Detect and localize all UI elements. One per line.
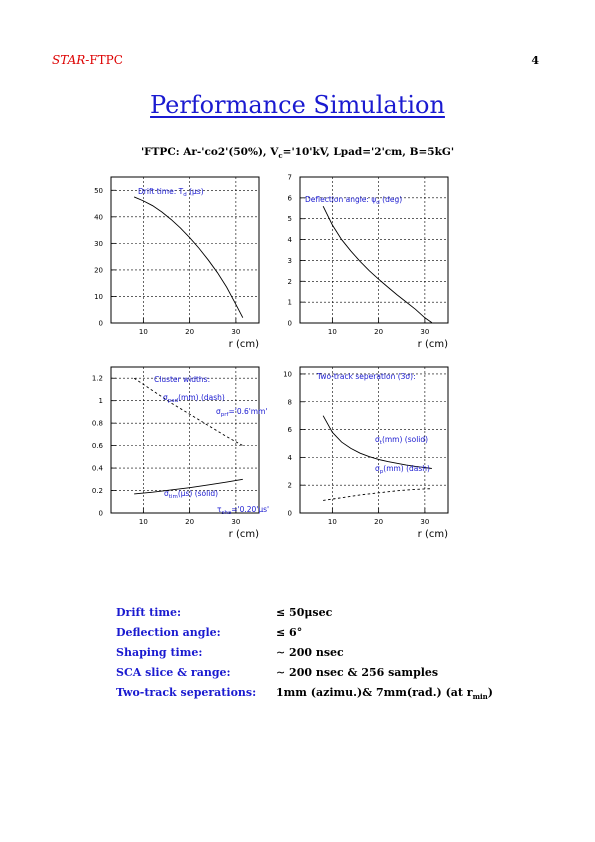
y-tick-label: 0.4 <box>91 464 103 473</box>
annotation-subscript: d <box>376 200 380 206</box>
annotation-text: (μs) <box>186 187 204 196</box>
y-tick-label: 0 <box>98 509 103 518</box>
x-tick-label: 10 <box>138 518 148 526</box>
summary-value: ≤ 6° <box>276 626 303 639</box>
y-tick-label: 1 <box>98 397 103 406</box>
y-tick-label: 6 <box>287 426 292 435</box>
x-tick-label: 10 <box>327 518 337 526</box>
x-tick-label: 20 <box>185 518 195 526</box>
summary-key: SCA slice & range: <box>116 666 231 679</box>
y-tick-label: 0.2 <box>91 487 103 496</box>
chart-annotation <box>138 187 204 198</box>
y-tick-label: 7 <box>287 173 292 182</box>
x-axis-label: r (cm) <box>417 339 448 350</box>
annotation-text: τ <box>217 505 222 514</box>
x-axis-label: r (cm) <box>228 529 259 540</box>
x-tick-label: 10 <box>138 328 148 336</box>
chart-annotation <box>375 464 430 475</box>
annotation-subscript: sha <box>221 510 232 516</box>
annotation-text: ='0.6'mm' <box>228 407 268 416</box>
x-tick-label: 30 <box>231 328 241 336</box>
annotation-text: σ <box>216 407 221 416</box>
y-tick-label: 2 <box>287 481 292 490</box>
y-tick-label: 4 <box>287 236 292 245</box>
chart-annotation <box>375 435 428 446</box>
summary-key: Two-track seperations: <box>116 686 257 699</box>
chart-annotation <box>154 375 210 384</box>
x-tick-label: 30 <box>420 518 430 526</box>
y-tick-label: 1 <box>287 298 292 307</box>
y-tick-label: 10 <box>94 292 103 301</box>
chart-two-track-separation <box>275 360 475 550</box>
chart-annotation <box>316 372 416 381</box>
page-number: 4 <box>531 54 539 67</box>
x-tick-label: 10 <box>327 328 337 336</box>
annotation-text: Cluster widths: <box>154 375 211 384</box>
y-tick-label: 20 <box>94 266 103 275</box>
y-tick-label: 4 <box>287 453 292 462</box>
x-tick-label: 30 <box>231 518 241 526</box>
x-tick-label: 20 <box>374 518 384 526</box>
summary-key: Shaping time: <box>116 646 203 659</box>
series-line-solid <box>134 197 243 318</box>
header-star: STAR <box>52 53 86 67</box>
subtitle-sub: c <box>278 151 283 161</box>
chart-annotation <box>163 393 225 404</box>
summary-key: Deflection angle: <box>116 626 221 639</box>
summary-value-post: ) <box>487 686 493 699</box>
subtitle-pre: 'FTPC: Ar-'co2'(50%), V <box>140 146 279 158</box>
y-tick-label: 50 <box>94 186 103 195</box>
annotation-text: Drift time: T <box>138 187 184 196</box>
annotation-text: (mm) (dash) <box>383 464 430 473</box>
summary-value: ≤ 50μsec <box>276 606 333 619</box>
chart-annotation <box>216 407 267 418</box>
annotation-subscript: d <box>183 192 187 198</box>
annotation-text: (mm) (dash) <box>178 393 225 402</box>
annotation-text: σ <box>163 393 168 402</box>
page-title: Performance Simulation <box>150 91 445 119</box>
y-tick-label: 0 <box>287 319 292 328</box>
subtitle-post: ='10'kV, Lpad='2'cm, B=5kG' <box>282 146 455 158</box>
y-tick-label: 3 <box>287 256 292 265</box>
y-tick-label: 0 <box>98 319 103 328</box>
y-tick-label: 8 <box>287 398 292 407</box>
annotation-subscript: tim <box>168 494 178 500</box>
chart-annotation <box>305 195 402 206</box>
annotation-subscript: t <box>379 440 382 446</box>
summary-value-main: 1mm (azimu.)& 7mm(rad.) (at r <box>276 686 473 699</box>
y-tick-label: 1.2 <box>91 374 103 383</box>
y-tick-label: 6 <box>287 194 292 203</box>
annotation-text: ='0.20'μs' <box>231 505 270 514</box>
y-tick-label: 10 <box>283 370 292 379</box>
y-tick-label: 40 <box>94 213 103 222</box>
summary-value: ∼ 200 nsec <box>276 646 344 659</box>
summary-value <box>276 686 493 701</box>
summary-key: Drift time: <box>116 606 182 619</box>
annotation-subscript: prf <box>220 412 229 418</box>
running-header <box>52 53 123 67</box>
chart-drift-time <box>86 170 286 360</box>
series-line-solid <box>323 206 432 322</box>
annotation-subscript: p <box>379 469 384 475</box>
x-tick-label: 20 <box>374 328 384 336</box>
annotation-text: σ <box>164 489 169 498</box>
chart-annotation <box>217 505 269 516</box>
y-tick-label: 0.6 <box>91 442 103 451</box>
annotation-text: σ <box>375 435 380 444</box>
series-line-dashed <box>323 489 432 501</box>
annotation-text: (μs) (solid) <box>177 489 219 498</box>
y-tick-label: 5 <box>287 215 292 224</box>
y-tick-label: 30 <box>94 239 103 248</box>
chart-deflection-angle <box>275 170 475 360</box>
annotation-subscript: pad <box>167 398 179 404</box>
y-tick-label: 0.8 <box>91 419 103 428</box>
x-tick-label: 20 <box>185 328 195 336</box>
annotation-text: (deg) <box>379 195 403 204</box>
header-ftpc: -FTPC <box>85 53 123 67</box>
chart-cluster-widths <box>86 360 286 550</box>
plot-frame <box>111 177 259 323</box>
x-tick-label: 30 <box>420 328 430 336</box>
y-tick-label: 2 <box>287 277 292 286</box>
figure-subtitle <box>0 146 595 160</box>
annotation-text: σ <box>375 464 380 473</box>
summary-value: ∼ 200 nsec & 256 samples <box>276 666 439 679</box>
summary-value-sub: min <box>472 692 488 702</box>
annotation-text: Deflection angle: ψ <box>305 195 377 204</box>
y-tick-label: 0 <box>287 509 292 518</box>
annotation-text: (mm) (solid) <box>381 435 429 444</box>
x-axis-label: r (cm) <box>417 529 448 540</box>
x-axis-label: r (cm) <box>228 339 259 350</box>
annotation-text: Two-track seperation (3σ): <box>317 372 416 381</box>
